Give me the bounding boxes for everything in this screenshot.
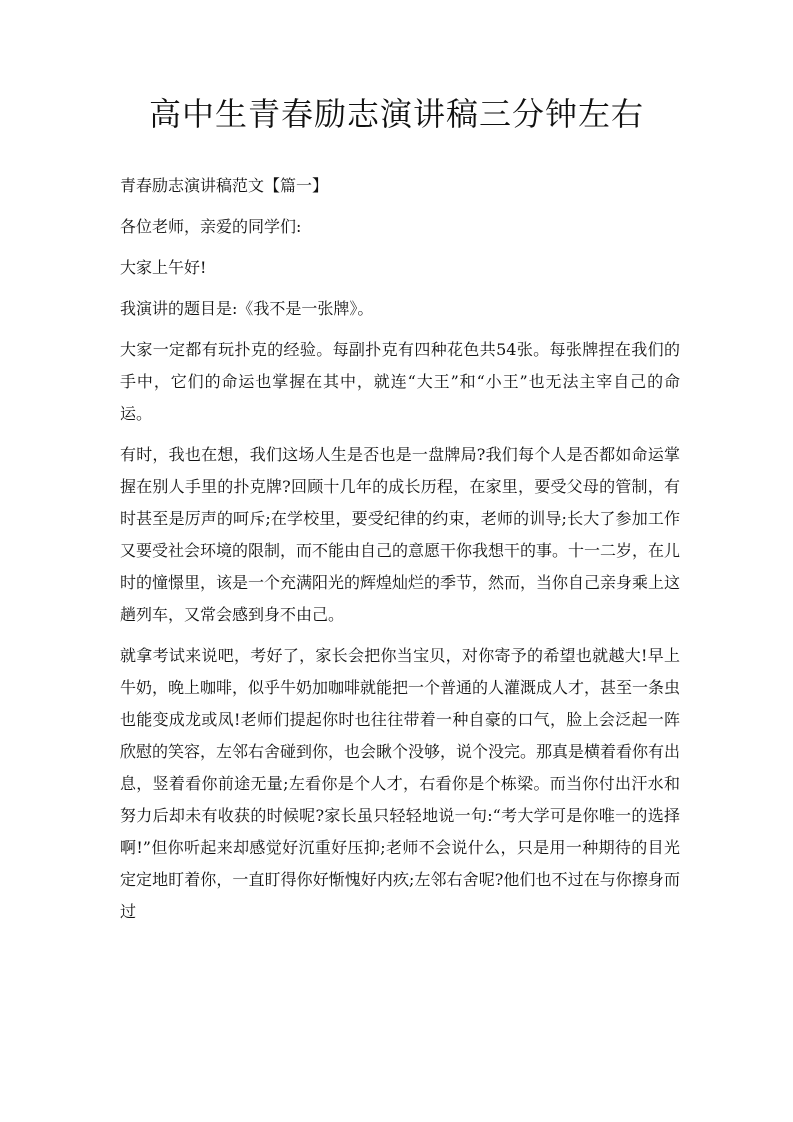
document-body xyxy=(120,170,680,937)
section-heading: 青春励志演讲稿范文【篇一】 xyxy=(120,176,329,195)
document-title: 高中生青春励志演讲稿三分钟左右 xyxy=(148,95,644,133)
paragraph-life-game: 有时，我也在想，我们这场人生是否也是一盘牌局?我们每个人是否都如命运掌握在别人手里的扑克牌?回顾十几年的成长历程，在家里，要受父母的管制，有时甚至是厉声的呵斥;在学校里，要受纪律的约束，老师的训导;长大了参加工作又要受社会环境的限制，而不能由自己的意愿干你我想干的事。十一二岁，在儿时的憧憬里，该是一个充满阳光的辉煌灿烂的季节，然而，当你自己亲身乘上这趟列车，又常会感到身不由己。 xyxy=(120,445,681,624)
paragraph-topic: 我演讲的题目是:《我不是一张牌》。 xyxy=(120,299,374,318)
paragraph-morning: 大家上午好! xyxy=(120,258,207,277)
paragraph-exam: 就拿考试来说吧，考好了，家长会把你当宝贝，对你寄予的希望也就越大!早上牛奶，晚上咖啡，似乎牛奶加咖啡就能把一个普通的人灌溉成人才，甚至一条虫也能变成龙或凤!老师们提起你时也往往带着一种自豪的口气，脸上会泛起一阵欣慰的笑容，左邻右舍碰到你，也会瞅个没够，说个没完。那真是横着看你有出息，竖着看你前途无量;左看你是个人才，右看你是个栋梁。而当你付出汗水和努力后却未有收获的时候呢?家长虽只轻轻地说一句:“考大学可是你唯一的选择啊!”但你听起来却感觉好沉重好压抑;老师不会说什么，只是用一种期待的目光定定地盯着你，一直盯得你好惭愧好内疚;左邻右舍呢?他们也不过在与你擦身而过 xyxy=(120,646,681,921)
paragraph-greeting: 各位老师，亲爱的同学们: xyxy=(120,217,302,236)
paragraph-poker: 大家一定都有玩扑克的经验。每副扑克有四种花色共54张。每张牌捏在我们的手中，它们的命运也掌握在其中，就连“大王”和“小王”也无法主宰自己的命运。 xyxy=(120,340,680,423)
